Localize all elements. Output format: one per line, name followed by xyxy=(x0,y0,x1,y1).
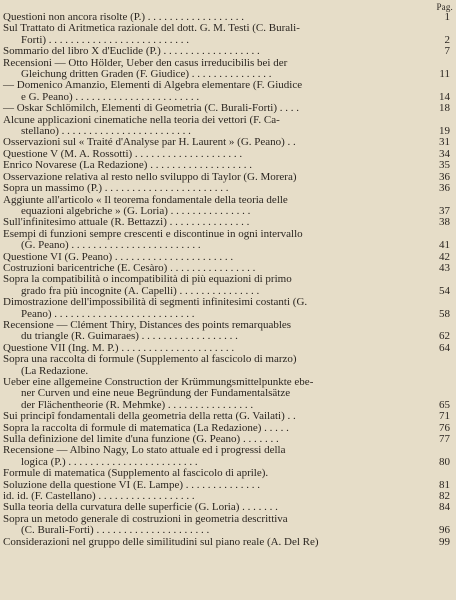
toc-entry xyxy=(3,377,450,411)
toc-page-number: 77 xyxy=(439,433,450,446)
toc-page-number: 31 xyxy=(439,136,450,149)
toc-entry xyxy=(3,537,450,548)
toc-entry xyxy=(3,183,450,194)
toc-page-number: 35 xyxy=(439,159,450,172)
toc-entry-title: Sulla teoria della curvatura delle superficie (G. Loria) . . . . . . . xyxy=(3,501,278,514)
toc-entry-title: Sopra la raccolta di formule di matematica (La Redazione) . . . . . xyxy=(3,421,289,434)
toc-entry-title: Dimostrazione dell'impossibilità di segmenti infinitesimi costanti (G. xyxy=(3,296,308,309)
toc-entry-continuation: Peano) . . . . . . . . . . . . . . . . . . . . . . . . . . xyxy=(21,307,195,320)
toc-entry-title: Enrico Novarese (La Redazione) . . . . . . . . . . . . . . . . . . . xyxy=(3,159,252,172)
toc-entry xyxy=(3,58,450,81)
toc-entry-title: — Domenico Amanzio, Elementi di Algebra elementare (F. Giudice xyxy=(3,79,303,92)
toc-page-number: 54 xyxy=(439,284,450,297)
toc-entry xyxy=(3,297,450,320)
table-of-contents xyxy=(3,12,450,548)
toc-entry xyxy=(3,445,450,468)
toc-page-number: 62 xyxy=(439,330,450,343)
toc-page-number: 1 xyxy=(444,11,450,23)
toc-page-number: 38 xyxy=(439,216,450,229)
toc-page-number: 96 xyxy=(439,524,450,537)
toc-page-number: 18 xyxy=(439,102,450,115)
toc-page-number: 7 xyxy=(444,45,450,58)
toc-entry-continuation: der Flächentheorie (R. Mehmke) . . . . . . . . . . . . . . . . xyxy=(21,398,254,411)
toc-entry xyxy=(3,320,450,343)
toc-page-number: 36 xyxy=(439,182,450,195)
toc-page-number: 58 xyxy=(439,307,450,320)
toc-entry-continuation: du triangle (R. Guimaraes) . . . . . . . . . . . . . . . . . . xyxy=(21,330,238,343)
toc-entry-title: Sul Trattato di Aritmetica razionale del dott. G. M. Testi (C. Burali- xyxy=(3,22,300,35)
toc-page-number: 99 xyxy=(439,535,450,548)
toc-entry-continuation: e G. Peano) . . . . . . . . . . . . . . . . . . . . . . . xyxy=(21,90,200,103)
toc-page-number: 36 xyxy=(439,170,450,183)
toc-page-number: 76 xyxy=(439,421,450,434)
toc-entry-title: — Oskar Schlömilch, Elementi di Geometria (C. Burali-Forti) . . . . xyxy=(3,102,300,115)
toc-entry xyxy=(3,46,450,57)
page-column-label: Pag. xyxy=(436,2,453,12)
toc-entry-title: Soluzione della questione VI (E. Lampe) . . . . . . . . . . . . . . xyxy=(3,478,261,491)
toc-entry-title: Questioni non ancora risolte (P.) . . . . . . . . . . . . . . . . . . xyxy=(3,11,245,23)
toc-entry-title: Esempi di funzioni sempre crescenti e discontinue in ogni intervallo xyxy=(3,227,303,240)
toc-entry xyxy=(3,195,450,218)
toc-entry-title: Osservazioni sul « Traité d'Analyse par H. Laurent » (G. Peano) . . xyxy=(3,136,296,149)
toc-entry-title: Recensioni — Otto Hölder, Ueber den casus irreducibilis bei der xyxy=(3,56,288,69)
toc-page-number: 80 xyxy=(439,455,450,468)
toc-entry-title: Formule di matematica (Supplemento al fascicolo di aprile). xyxy=(3,467,269,480)
toc-page-number: 64 xyxy=(439,341,450,354)
toc-page-number: 65 xyxy=(439,398,450,411)
toc-page-number: 81 xyxy=(439,478,450,491)
toc-entry-title: Questione VI (G. Peano) . . . . . . . . . . . . . . . . . . . . . . xyxy=(3,250,234,263)
toc-page-number: 2 xyxy=(444,33,450,46)
toc-entry xyxy=(3,115,450,138)
toc-entry-title: Sull'infinitesimo attuale (R. Bettazzi) . . . . . . . . . . . . . . . xyxy=(3,216,250,229)
toc-entry-title: Aggiunte all'articolo « Il teorema fondamentale della teoria delle xyxy=(3,193,288,206)
toc-entry-title: Alcune applicazioni cinematiche nella teoria dei vettori (F. Ca- xyxy=(3,113,280,126)
toc-entry xyxy=(3,274,450,297)
toc-page-number: 11 xyxy=(439,68,450,81)
toc-entry-continuation: Gleichung dritten Graden (F. Giudice) . . . . . . . . . . . . . . . xyxy=(21,68,272,81)
toc-entry xyxy=(3,217,450,228)
toc-page-number: 37 xyxy=(439,204,450,217)
toc-entry-title: Recensione — Albino Nagy, Lo stato attuale ed i progressi della xyxy=(3,444,286,457)
toc-page-number: 42 xyxy=(439,250,450,263)
toc-entry-title: Osservazione relativa al resto nello sviluppo di Taylor (G. Morera) xyxy=(3,170,297,183)
toc-page-number: 19 xyxy=(439,125,450,138)
toc-entry-continuation: logica (P.) . . . . . . . . . . . . . . . . . . . . . . . . xyxy=(21,455,198,468)
toc-entry-title: Sommario del libro X d'Euclide (P.) . . . . . . . . . . . . . . . . . . xyxy=(3,45,260,58)
toc-entry-title: Sopra una raccolta di formule (Supplemento al fascicolo di marzo) xyxy=(3,353,297,366)
toc-page-number: 71 xyxy=(439,410,450,423)
toc-page-number: 14 xyxy=(439,90,450,103)
toc-entry-title: Sulla definizione del limite d'una funzione (G. Peano) . . . . . . . xyxy=(3,433,279,446)
toc-entry xyxy=(3,229,450,252)
toc-entry-title: Sopra un metodo generale di costruzioni in geometria descrittiva xyxy=(3,512,288,525)
toc-page-number: 43 xyxy=(439,261,450,274)
toc-page-number: 84 xyxy=(439,501,450,514)
toc-entry-title: Ueber eine allgemeine Construction der Krümmungsmittelpunkte ebe- xyxy=(3,376,314,388)
toc-entry-title: Considerazioni nel gruppo delle similitudini sul piano reale (A. Del Re) xyxy=(3,535,319,548)
toc-entry xyxy=(3,80,450,103)
toc-entry xyxy=(3,411,450,422)
toc-entry-continuation: equazioni algebriche » (G. Loria) . . . . . . . . . . . . . . . xyxy=(21,204,251,217)
toc-entry xyxy=(3,23,450,46)
toc-entry xyxy=(3,103,450,114)
toc-entry-title: id. id. (F. Castellano) . . . . . . . . . . . . . . . . . . xyxy=(3,490,195,503)
toc-entry-title: Sui principî fondamentali della geometria della retta (G. Vailati) . . xyxy=(3,410,296,423)
toc-entry-title: Sopra un massimo (P.) . . . . . . . . . . . . . . . . . . . . . . . xyxy=(3,182,229,195)
toc-entry xyxy=(3,354,450,377)
toc-entry-continuation: (C. Burali-Forti) . . . . . . . . . . . . . . . . . . . . . xyxy=(21,524,210,537)
toc-page-number: 34 xyxy=(439,147,450,160)
toc-entry-continuation: grado fra più incognite (A. Capelli) . . . . . . . . . . . . . . . xyxy=(21,284,260,297)
toc-entry-title: Questione V (M. A. Rossotti) . . . . . . . . . . . . . . . . . . . . xyxy=(3,147,243,160)
toc-entry-title: Recensione — Clément Thiry, Distances des points remarquables xyxy=(3,318,292,331)
toc-page-number: 41 xyxy=(439,239,450,252)
toc-entry xyxy=(3,468,450,479)
toc-entry-continuation: stellano) . . . . . . . . . . . . . . . . . . . . . . . . xyxy=(21,125,191,138)
toc-entry-continuation: Forti) . . . . . . . . . . . . . . . . . . . . . . . . . . xyxy=(21,33,190,46)
toc-page-number: 82 xyxy=(439,490,450,503)
toc-entry-continuation: (La Redazione. xyxy=(21,364,89,377)
toc-entry-title: Questione VII (Ing. M. P.) . . . . . . . . . . . . . . . . . . . . . xyxy=(3,341,235,354)
toc-entry-continuation: (G. Peano) . . . . . . . . . . . . . . . . . . . . . . . . xyxy=(21,239,201,252)
toc-entry-continuation: ner Curven und eine neue Begründung der Fundamentalsätze xyxy=(21,387,291,400)
toc-entry-title: Costruzioni baricentriche (E. Cesàro) . . . . . . . . . . . . . . . . xyxy=(3,261,256,274)
toc-entry xyxy=(3,160,450,171)
toc-entry xyxy=(3,514,450,537)
toc-entry-title: Sopra la compatibilità o incompatibilità di più equazioni di primo xyxy=(3,273,292,286)
